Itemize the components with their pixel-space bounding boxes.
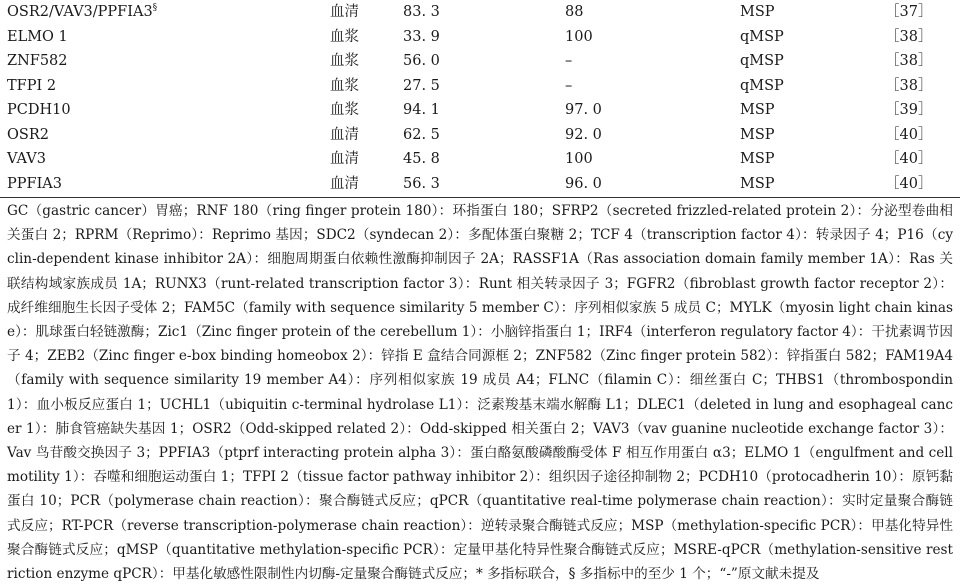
sensitivity-cell: 56. 3 <box>403 175 440 192</box>
table-row <box>0 98 960 123</box>
table-row <box>0 147 960 172</box>
marker-cell: ZNF582 <box>7 53 68 69</box>
specificity-cell: 92. 0 <box>565 126 602 143</box>
specificity-cell: 97. 0 <box>565 102 602 118</box>
table-row <box>0 123 960 148</box>
marker-cell: OSR2/VAV3/PPFIA3§ <box>7 3 158 20</box>
sample-cell: 血清 <box>330 175 359 192</box>
marker-cell: VAV3 <box>7 151 46 167</box>
sensitivity-cell: 94. 1 <box>403 102 440 118</box>
sample-cell: 血清 <box>330 126 359 143</box>
reference-cell: ［38］ <box>885 53 933 69</box>
method-cell: MSP <box>740 4 775 20</box>
specificity-cell: 88 <box>565 4 584 20</box>
table-row <box>0 0 960 25</box>
reference-cell: ［38］ <box>885 77 933 94</box>
sample-cell: 血浆 <box>330 102 359 118</box>
marker-cell: TFPI 2 <box>7 77 57 94</box>
sensitivity-cell: 45. 8 <box>403 151 440 167</box>
sample-cell: 血清 <box>330 151 359 167</box>
method-cell: qMSP <box>740 77 784 94</box>
reference-cell: ［40］ <box>885 175 933 192</box>
data-table <box>0 0 960 196</box>
specificity-cell: – <box>565 53 573 69</box>
specificity-cell: – <box>565 77 573 94</box>
footnote-mark: § <box>152 3 158 13</box>
marker-cell: PPFIA3 <box>7 175 62 192</box>
marker-cell: ELMO 1 <box>7 28 68 45</box>
method-cell: MSP <box>740 126 775 143</box>
reference-cell: ［40］ <box>885 151 933 167</box>
sample-cell: 血浆 <box>330 28 359 45</box>
sample-cell: 血浆 <box>330 77 359 94</box>
specificity-cell: 100 <box>565 151 593 167</box>
table-footnote: GC（gastric cancer）胃癌；RNF 180（ring finger protein 180）：环指蛋白 180；SFRP2（secreted frizzled-related protein 2）：分泌型卷曲相关蛋白 2；RPRM（Reprimo）：Reprimo 基因；SDC2（syndecan 2）：多配体蛋白聚糖 2；TCF 4（transcription factor 4）：转录因子 4；P16（cyclin-dependent kinase inhibitor 2A）：细胞周期蛋白依赖性激酶抑制因子 2A；RASSF1A（Ras association domain family member 1A）：Ras 关联结构域家族成员 1A；RUNX3（runt-related transcription factor 3）：Runt 相关转录因子 3；FGFR2（fibroblast growth factor receptor 2）：成纤维细胞生长因子受体 2；FAM5C（family with sequence similarity 5 member C）：序列相似家族 5 成员 C；MYLK（myosin light chain kinase）：肌球蛋白轻链激酶；Zic1（Zinc finger protein of the cerebellum 1）：小脑锌指蛋白 1；IRF4（interferon regulatory factor 4）：干扰素调节因子 4；ZEB2（Zinc finger e-box binding homeobox 2）：锌指 E 盒结合同源框 2；ZNF582（Zinc finger protein 582）：锌指蛋白 582；FAM19A4（family with sequence similarity 19 member A4）：序列相似家族 19 成员 A4；FLNC（filamin C）：细丝蛋白 C；THBS1（thrombospondin 1）：血小板反应蛋白 1；UCHL1（ubiquitin c-terminal hydrolase L1）：泛素羧基末端水解酶 L1；DLEC1（deleted in lung and esophageal cancer 1）：肺食管癌缺失基因 1；OSR2（Odd-skipped related 2）：Odd-skipped 相关蛋白 2；VAV3（vav guanine nucleotide exchange factor 3）：Vav 鸟苷酸交换因子 3；PPFIA3（ptprf interacting protein alpha 3）：蛋白酪氨酸磷酸酶受体 F 相互作用蛋白 α3；ELMO 1（engulfment and cell motility 1）：吞噬和细胞运动蛋白 1；TFPI 2（tissue factor pathway inhibitor 2）：组织因子途径抑制物 2；PCDH10（protocadherin 10）：原钙黏蛋白 10；PCR（polymerase chain reaction）：聚合酶链式反应；qPCR（quantitative real-time polymerase chain reaction）：实时定量聚合酶链式反应；RT-PCR（reverse transcription-polymerase chain reaction）：逆转录聚合酶链式反应；MSP（methylation-specific PCR）：甲基化特异性聚合酶链式反应；qMSP（quantitative methylation-specific PCR）：定量甲基化特异性聚合酶链式反应；MSRE-qPCR（methylation-sensitive restriction enzyme qPCR）：甲基化敏感性限制性内切酶-定量聚合酶链式反应；* 多指标联合，§ 多指标中的至少 1 个；“-”原文献未提及 <box>7 203 953 583</box>
method-cell: MSP <box>740 151 775 167</box>
method-cell: MSP <box>740 175 775 192</box>
marker-cell: PCDH10 <box>7 102 71 118</box>
table-row <box>0 74 960 99</box>
method-cell: qMSP <box>740 53 784 69</box>
method-cell: qMSP <box>740 28 784 45</box>
reference-cell: ［37］ <box>885 4 933 20</box>
sensitivity-cell: 62. 5 <box>403 126 440 143</box>
method-cell: MSP <box>740 102 775 118</box>
sensitivity-cell: 27. 5 <box>403 77 440 94</box>
sample-cell: 血浆 <box>330 53 359 69</box>
table-row <box>0 172 960 197</box>
marker-cell: OSR2 <box>7 126 49 143</box>
reference-cell: ［38］ <box>885 28 933 45</box>
table-row <box>0 25 960 50</box>
reference-cell: ［40］ <box>885 126 933 143</box>
reference-cell: ［39］ <box>885 102 933 118</box>
specificity-cell: 100 <box>565 28 593 45</box>
table-row <box>0 49 960 74</box>
specificity-cell: 96. 0 <box>565 175 602 192</box>
sensitivity-cell: 83. 3 <box>403 4 440 20</box>
sensitivity-cell: 56. 0 <box>403 53 440 69</box>
sample-cell: 血清 <box>330 4 359 20</box>
sensitivity-cell: 33. 9 <box>403 28 440 45</box>
